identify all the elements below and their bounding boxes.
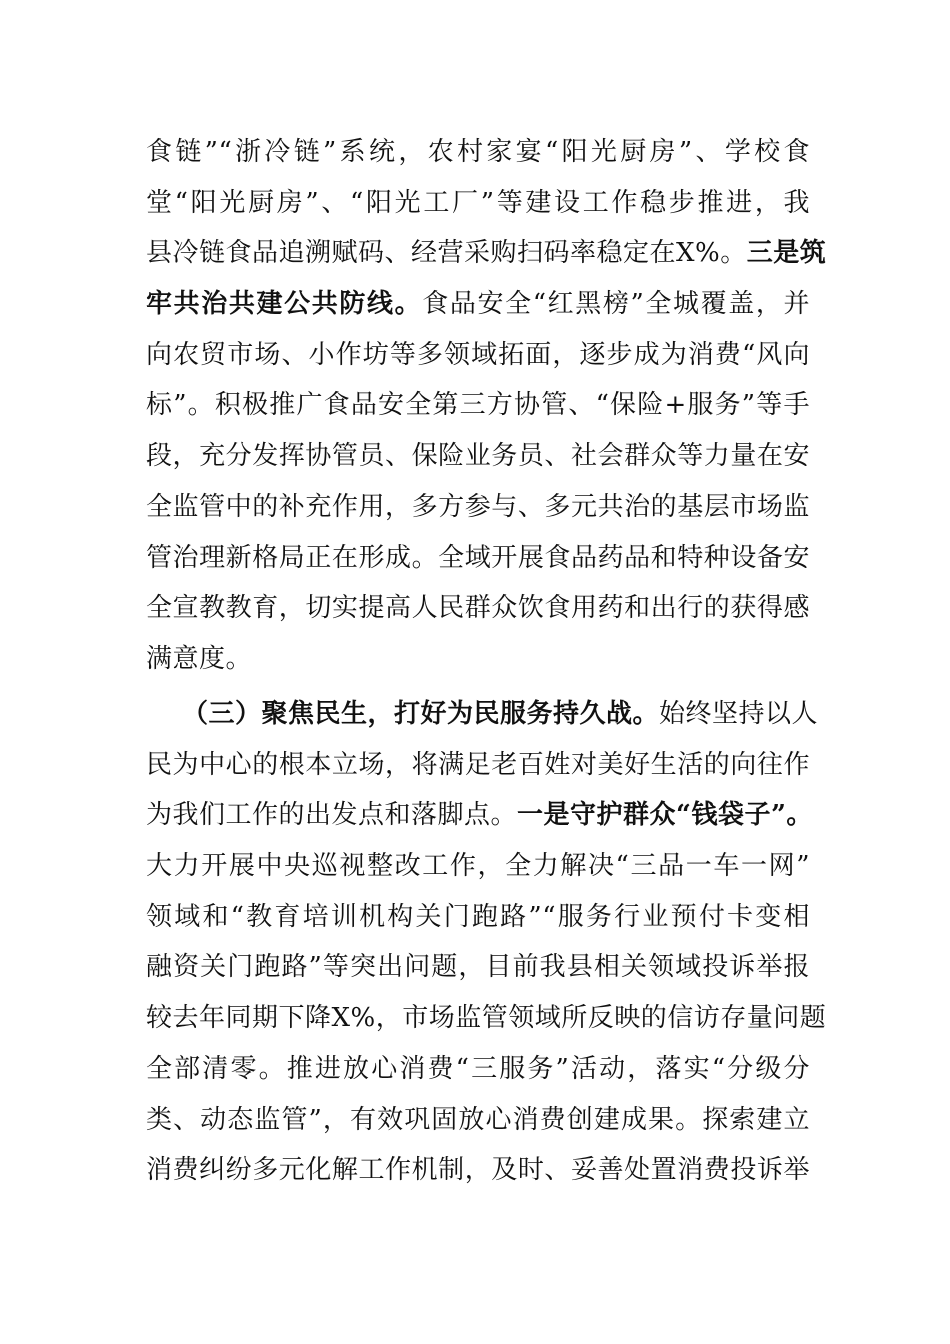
text-line xyxy=(146,740,810,791)
body-text: 较去年同期下降X%，市场监管领域所反映的信访存量问题 xyxy=(146,1003,827,1034)
text-line xyxy=(146,583,810,634)
text-line xyxy=(146,1044,810,1095)
body-text: 为我们工作的出发点和落脚点。 xyxy=(146,800,518,831)
body-text: 民为中心的根本立场，将满足老百姓对美好生活的向往作 xyxy=(146,749,810,780)
text-line xyxy=(146,689,819,740)
text-line xyxy=(146,790,813,841)
body-text: 段，充分发挥协管员、保险业务员、社会群众等力量在安 xyxy=(146,441,810,472)
text-line xyxy=(146,533,810,584)
text-line xyxy=(146,228,827,279)
text-line xyxy=(146,993,827,1044)
body-text: 全监管中的补充作用，多方参与、多元共治的基层市场监 xyxy=(146,491,810,522)
text-line xyxy=(146,634,810,685)
text-line xyxy=(146,482,810,533)
body-text: 大力开展中央巡视整改工作，全力解决“三品一车一网” xyxy=(146,851,810,882)
body-text: 消费纠纷多元化解工作机制，及时、妥善处置消费投诉举 xyxy=(146,1155,810,1186)
body-text: 全部清零。推进放心消费“三服务”活动，落实“分级分 xyxy=(146,1053,810,1084)
bold-heading-text: 牢共治共建公共防线。 xyxy=(146,289,423,320)
text-line xyxy=(146,431,810,482)
bold-heading-text: 三是筑 xyxy=(746,238,827,269)
text-line xyxy=(146,1095,810,1146)
body-text: 县冷链食品追溯赋码、经营采购扫码率稳定在X%。 xyxy=(146,238,747,269)
body-text: 食链”“浙冷链”系统，农村家宴“阳光厨房”、学校食 xyxy=(146,137,810,167)
text-line xyxy=(146,380,810,431)
text-line xyxy=(146,892,810,943)
body-text: 类、动态监管”，有效巩固放心消费创建成果。探索建立 xyxy=(146,1104,810,1135)
body-text: 融资关门跑路”等突出问题，目前我县相关领域投诉举报 xyxy=(146,952,810,983)
body-text: 领域和“教育培训机构关门跑路”“服务行业预付卡变相 xyxy=(146,901,810,932)
body-text: 食品安全“红黑榜”全城覆盖，并 xyxy=(422,289,810,320)
body-paragraph-food-safety xyxy=(146,127,827,685)
body-text: 全宣教教育，切实提高人民群众饮食用药和出行的获得感 xyxy=(146,593,810,624)
text-line xyxy=(146,841,810,892)
text-line xyxy=(146,178,810,229)
text-line xyxy=(146,942,810,993)
body-paragraph-livelihood xyxy=(146,689,827,1196)
body-text: 标”。积极推广食品安全第三方协管、“保险+服务”等手 xyxy=(146,390,810,421)
text-line xyxy=(146,1145,810,1196)
bold-heading-text: 一是守护群众“钱袋子”。 xyxy=(517,800,813,831)
text-line xyxy=(146,127,810,178)
body-text: 管治理新格局正在形成。全域开展食品药品和特种设备安 xyxy=(146,542,810,573)
body-text: 始终坚持以人 xyxy=(659,699,819,729)
text-line xyxy=(146,330,810,381)
body-text: 向农贸市场、小作坊等多领域拓面，逐步成为消费“风向 xyxy=(146,339,810,370)
body-text: 满意度。 xyxy=(146,643,253,674)
body-text: 堂“阳光厨房”、“阳光工厂”等建设工作稳步推进，我 xyxy=(146,187,810,218)
text-line xyxy=(146,279,810,330)
bold-heading-text: （三）聚焦民生，打好为民服务持久战。 xyxy=(182,699,660,729)
